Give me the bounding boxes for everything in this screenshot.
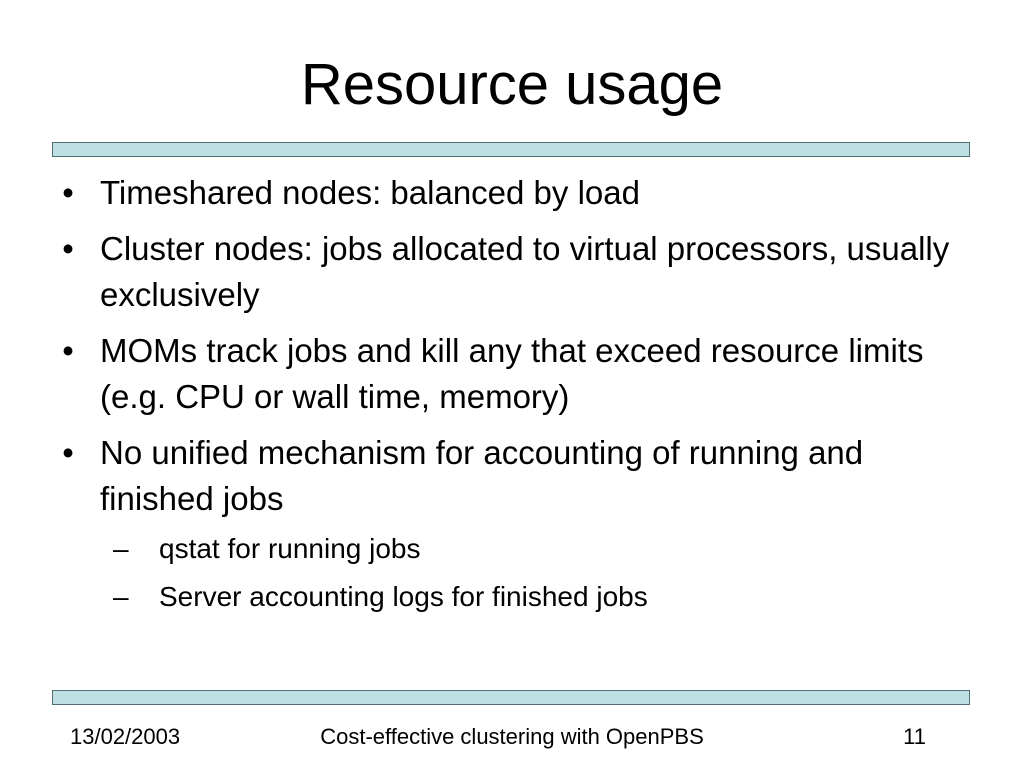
sub-bullet-marker: –	[113, 581, 129, 612]
bullet-marker: •	[62, 332, 74, 369]
sub-bullet-list	[100, 526, 958, 620]
sub-bullet-text: Server accounting logs for finished jobs	[159, 581, 648, 612]
sub-bullet-marker: –	[113, 533, 129, 564]
bullet-text: Cluster nodes: jobs allocated to virtual processors, usually exclusively	[100, 230, 950, 313]
footer-divider-bar	[52, 690, 970, 705]
bullet-item	[58, 170, 958, 216]
footer-date: 13/02/2003	[70, 724, 181, 749]
bullet-item	[58, 328, 958, 420]
bullet-text: MOMs track jobs and kill any that exceed resource limits (e.g. CPU or wall time, memory)	[100, 332, 924, 415]
slide-number: 11	[903, 724, 926, 749]
bullet-text: Timeshared nodes: balanced by load	[100, 174, 640, 211]
slide-title: Resource usage	[300, 52, 724, 117]
bullet-item	[58, 430, 958, 620]
footer-presentation-title: Cost-effective clustering with OpenPBS	[320, 724, 704, 749]
sub-bullet-text: qstat for running jobs	[159, 533, 421, 564]
bullet-marker: •	[62, 230, 74, 267]
title-divider-bar	[52, 142, 970, 157]
sub-bullet-item	[113, 526, 958, 572]
bullet-marker: •	[62, 174, 74, 211]
bullet-list	[58, 170, 958, 630]
bullet-item	[58, 226, 958, 318]
sub-bullet-item	[113, 574, 958, 620]
bullet-marker: •	[62, 434, 74, 471]
bullet-text: No unified mechanism for accounting of running and finished jobs	[100, 434, 864, 517]
